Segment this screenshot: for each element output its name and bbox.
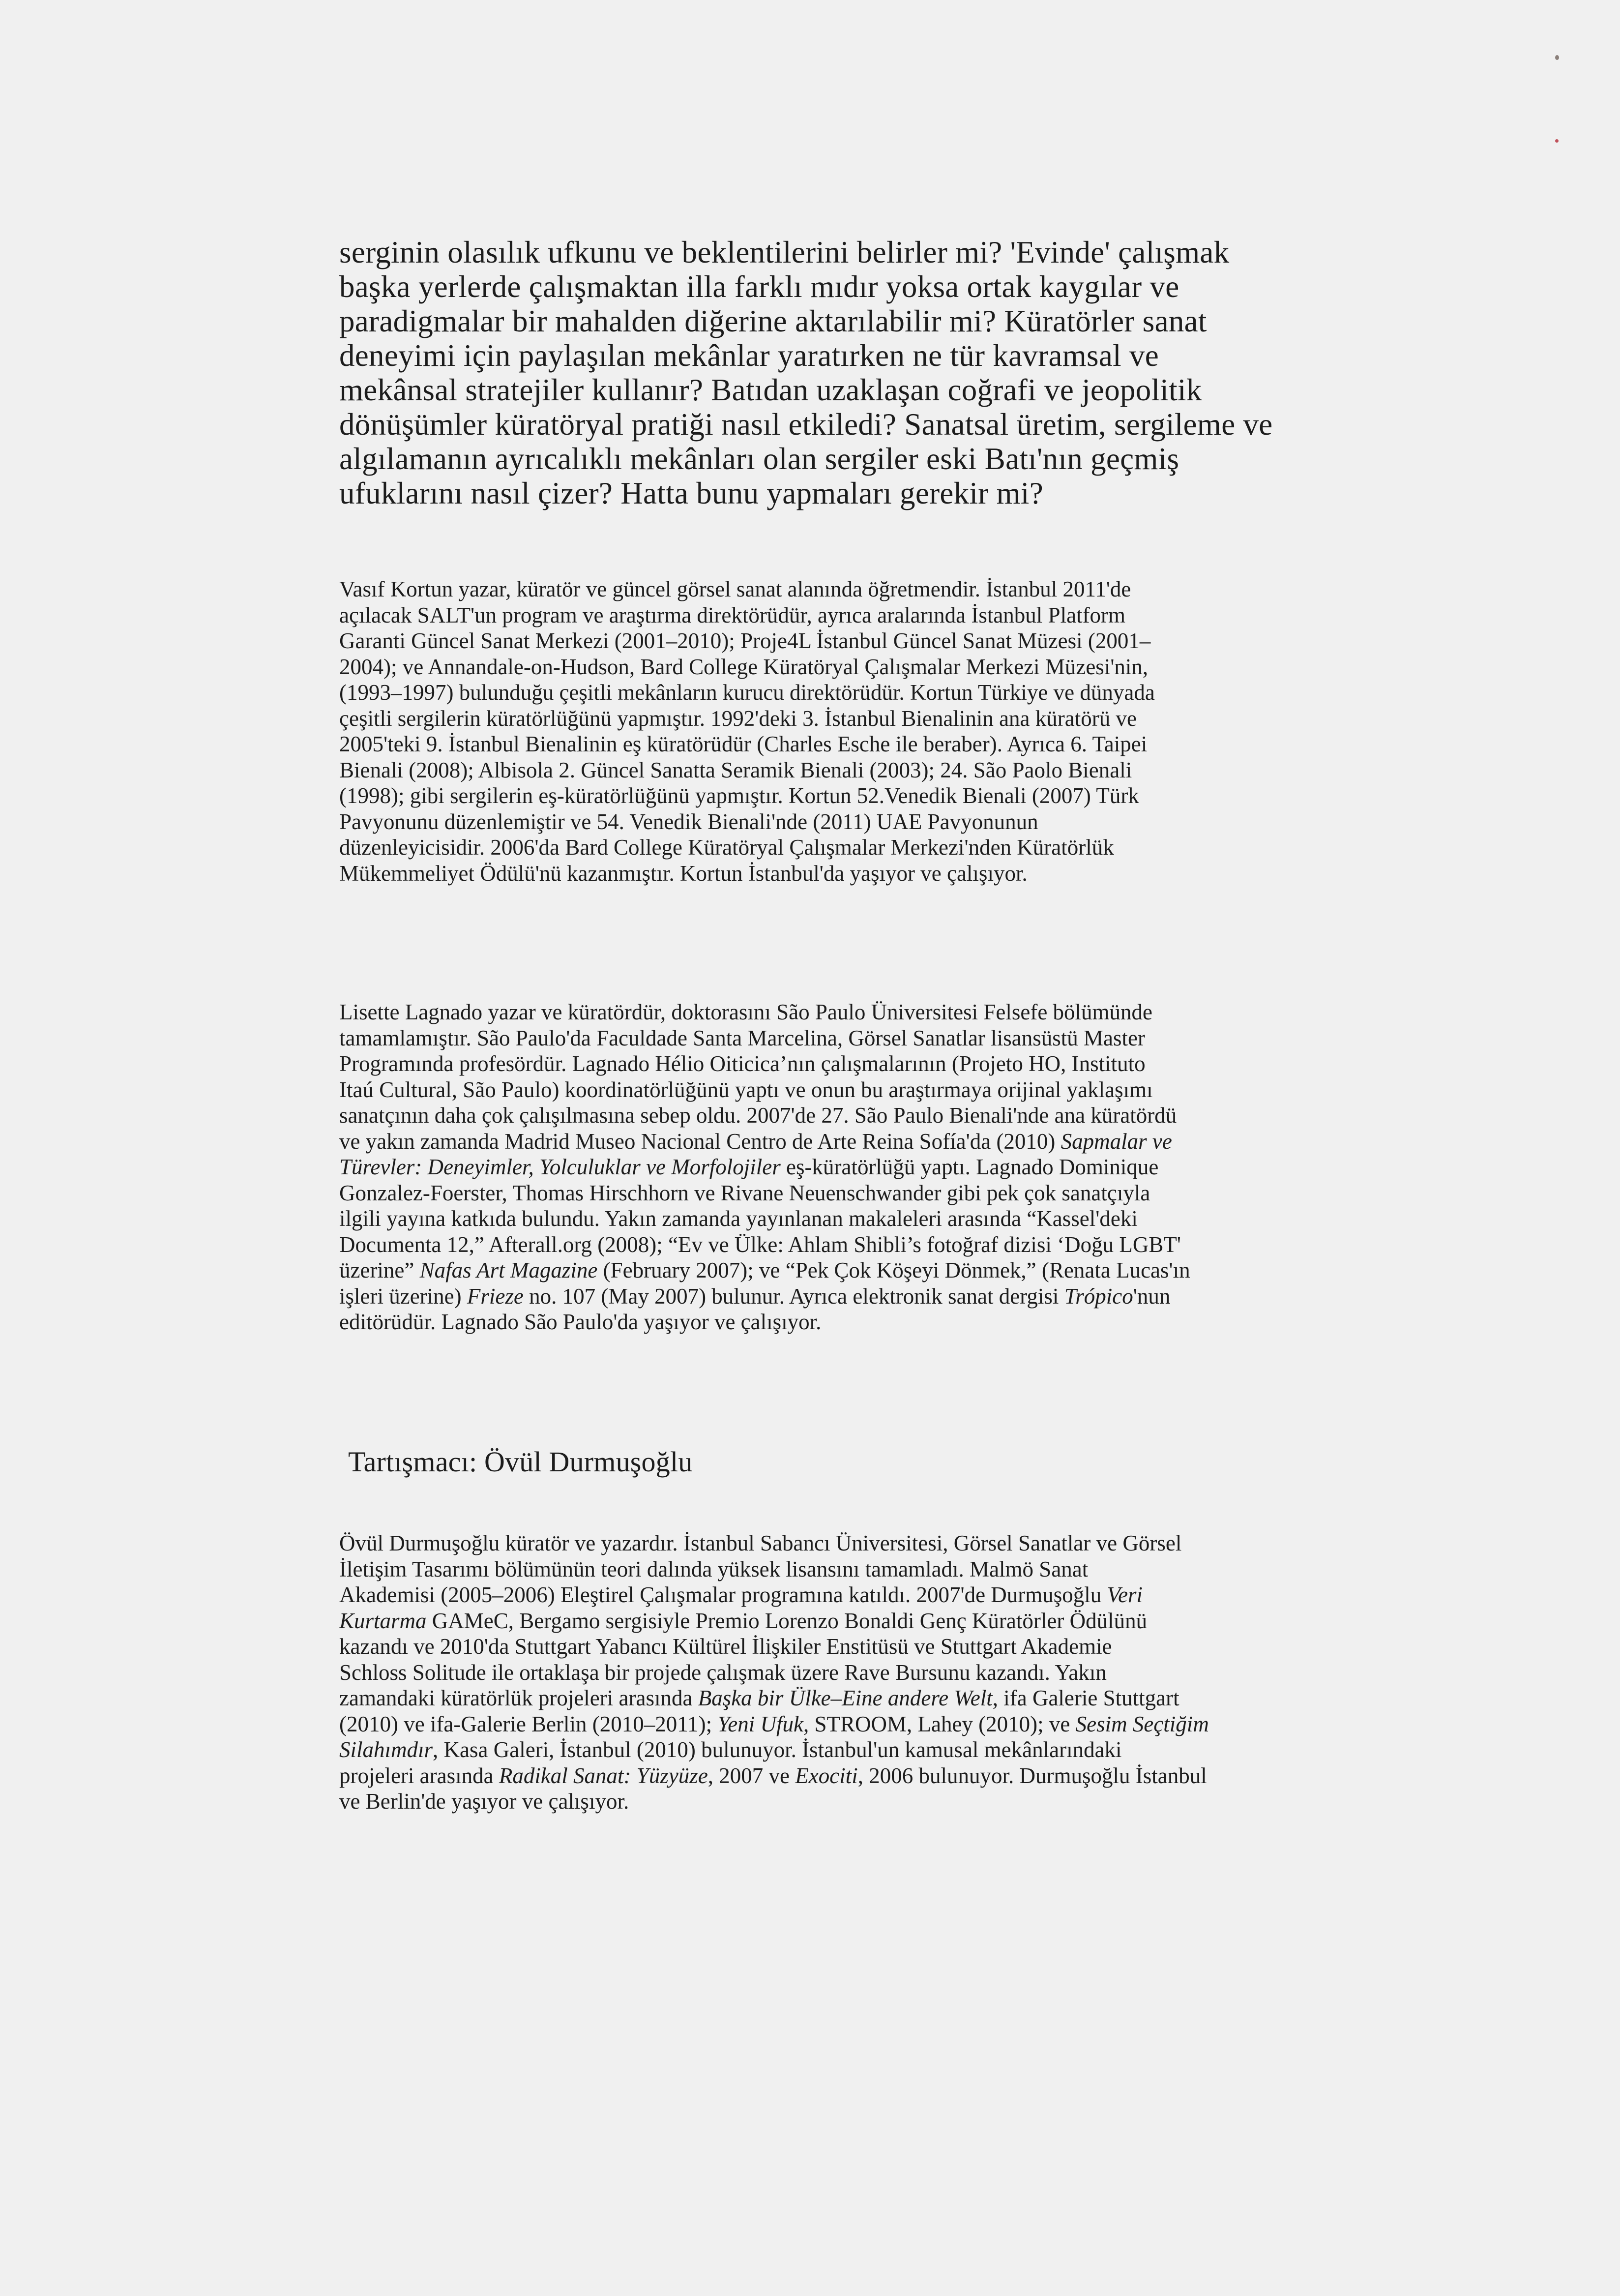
text-line: çeşitli sergilerin küratörlüğünü yapmıştır. 1992'deki 3. İstanbul Bienalinin ana küratörü ve	[339, 706, 1137, 731]
text-line	[339, 1154, 1318, 1180]
text-line: (1998); gibi sergilerin eş-küratörlüğünü yapmıştır. Kortun 52.Venedik Bienali (2007) Türk	[339, 783, 1139, 808]
text-run: kazandı ve 2010'da Stuttgart Yabancı Kültürel İlişkiler Enstitüsü ve Stuttgart Akademie	[339, 1634, 1112, 1659]
text-run: (February 2007); ve “Pek Çok Köşeyi Dönmek,” (Renata Lucas'ın	[597, 1258, 1190, 1282]
text-run: , 2006 bulunuyor. Durmuşoğlu İstanbul	[857, 1763, 1207, 1788]
italic-title-run: Nafas Art Magazine	[419, 1258, 598, 1282]
text-run: , STROOM, Lahey (2010); ve	[803, 1711, 1076, 1736]
text-run: projeleri arasında	[339, 1763, 499, 1788]
text-line	[339, 1530, 1318, 1556]
italic-title-run: Radikal Sanat: Yüzyüze	[499, 1763, 708, 1788]
text-run: ilgili yayına katkıda bulundu. Yakın zamanda yayınlanan makaleleri arasında “Kassel'deki	[339, 1206, 1138, 1231]
text-run: editörüdür. Lagnado São Paulo'da yaşıyor ve çalışıyor.	[339, 1310, 822, 1334]
text-run: , ifa Galerie Stuttgart	[992, 1686, 1179, 1710]
text-run: Itaú Cultural, São Paulo) koordinatörlüğünü yaptı ve onun bu araştırmaya orijinal yaklaşımı	[339, 1077, 1153, 1102]
italic-title-run: Türevler: Deneyimler, Yolculuklar ve Morfolojiler	[339, 1155, 781, 1179]
text-run: işleri üzerine)	[339, 1283, 467, 1309]
text-line: dönüşümler küratöryal pratiği nasıl etkiledi? Sanatsal üretim, sergileme ve	[339, 407, 1273, 442]
text-run: tamamlamıştır. São Paulo'da Faculdade Santa Marcelina, Görsel Sanatlar lisansüstü Master	[339, 1025, 1145, 1050]
text-line	[339, 1582, 1318, 1608]
text-line	[339, 1257, 1318, 1283]
text-line	[339, 1309, 1318, 1335]
italic-title-run: Exociti	[795, 1763, 858, 1788]
text-run: üzerine”	[339, 1258, 420, 1282]
text-run: Övül Durmuşoğlu küratör ve yazardır. İstanbul Sabancı Üniversitesi, Görsel Sanatlar ve Görsel	[339, 1531, 1182, 1555]
text-line	[339, 1077, 1318, 1103]
text-run: 'nun	[1133, 1283, 1171, 1309]
italic-title-run: Kurtarma	[339, 1608, 427, 1633]
section-heading: Tartışmacı: Övül Durmuşoğlu	[348, 1446, 693, 1478]
text-line: 2004); ve Annandale-on-Hudson, Bard College Küratöryal Çalışmalar Merkezi Müzesi'nin,	[339, 654, 1149, 679]
italic-title-run: Başka bir Ülke–Eine andere Welt	[698, 1686, 993, 1710]
text-line: Garanti Güncel Sanat Merkezi (2001–2010); Proje4L İstanbul Güncel Sanat Müzesi (2001–	[339, 628, 1151, 653]
paper-speck-mark	[1555, 55, 1559, 60]
text-line	[339, 1103, 1318, 1129]
text-line	[339, 1051, 1318, 1077]
text-line	[339, 1129, 1318, 1155]
text-line	[339, 1660, 1318, 1686]
italic-title-run: Yeni Ufuk	[717, 1711, 803, 1736]
italic-title-run: Sesim Seçtiğim	[1075, 1711, 1209, 1736]
text-line: serginin olasılık ufkunu ve beklentilerini belirler mi? 'Evinde' çalışmak	[339, 235, 1230, 269]
text-line: açılacak SALT'un program ve araştırma direktörüdür, ayrıca aralarında İstanbul Platform	[339, 602, 1126, 627]
text-run: sanatçının daha çok çalışılmasına sebep oldu. 2007'de 27. São Paulo Bienali'nde ana küratördü	[339, 1103, 1177, 1128]
text-line: mekânsal stratejiler kullanır? Batıdan uzaklaşan coğrafi ve jeopolitik	[339, 373, 1202, 407]
text-line	[339, 1232, 1318, 1258]
text-line: başka yerlerde çalışmaktan illa farklı mıdır yoksa ortak kaygılar ve	[339, 269, 1179, 304]
text-line: Pavyonunu düzenlemiştir ve 54. Venedik Bienali'nde (2011) UAE Pavyonunun	[339, 809, 1038, 834]
text-line	[339, 1789, 1318, 1815]
bio-paragraph-lagnado	[339, 999, 1318, 1335]
text-run: Akademisi (2005–2006) Eleştirel Çalışmalar programına katıldı. 2007'de Durmuşoğlu	[339, 1582, 1107, 1607]
text-line	[339, 1737, 1318, 1763]
text-line: ufuklarını nasıl çizer? Hatta bunu yapmaları gerekir mi?	[339, 476, 1043, 510]
text-run: Documenta 12,” Afterall.org (2008); “Ev ve Ülke: Ahlam Shibli’s fotoğraf dizisi ‘Doğu LGBT'	[339, 1232, 1181, 1257]
text-line: paradigmalar bir mahalden diğerine aktarılabilir mi? Küratörler sanat	[339, 304, 1207, 338]
text-line: düzenleyicisidir. 2006'da Bard College Küratöryal Çalışmalar Merkezi'nden Küratörlük	[339, 835, 1114, 860]
text-run: Programında profesördür. Lagnado Hélio Oiticica’nın çalışmalarının (Projeto HO, Instituto	[339, 1051, 1146, 1076]
text-run: eş-küratörlüğü yaptı. Lagnado Dominique	[780, 1155, 1159, 1179]
italic-title-run: Frieze	[467, 1283, 524, 1309]
text-run: zamandaki küratörlük projeleri arasında	[339, 1686, 698, 1710]
bio-paragraph-kortun	[339, 576, 1318, 886]
text-line: Vasıf Kortun yazar, küratör ve güncel görsel sanat alanında öğretmendir. İstanbul 2011'de	[339, 577, 1131, 601]
text-line	[339, 1206, 1318, 1232]
italic-title-run: Veri	[1107, 1582, 1143, 1607]
text-run: ve Berlin'de yaşıyor ve çalışıyor.	[339, 1789, 629, 1814]
text-line	[339, 1608, 1318, 1634]
text-run: no. 107 (May 2007) bulunur. Ayrıca elektronik sanat dergisi	[523, 1283, 1064, 1309]
text-run: , Kasa Galeri, İstanbul (2010) bulunuyor. İstanbul'un kamusal mekânlarındaki	[433, 1737, 1122, 1762]
text-line	[339, 1283, 1318, 1310]
text-line: Bienali (2008); Albisola 2. Güncel Sanatta Seramik Bienali (2003); 24. São Paolo Bienali	[339, 757, 1132, 782]
italic-title-run: Trópico	[1064, 1283, 1133, 1309]
paper-speck-mark	[1555, 139, 1559, 143]
text-run: Schloss Solitude ile ortaklaşa bir projede çalışmak üzere Rave Bursunu kazandı. Yakın	[339, 1660, 1107, 1685]
text-run: , 2007 ve	[707, 1763, 795, 1788]
text-line	[339, 1763, 1318, 1789]
text-line	[339, 1556, 1318, 1582]
text-run: (2010) ve ifa-Galerie Berlin (2010–2011);	[339, 1711, 718, 1736]
text-line	[339, 999, 1318, 1025]
italic-title-run: Sapmalar ve	[1060, 1129, 1172, 1154]
text-run: Lisette Lagnado yazar ve küratördür, doktorasını São Paulo Üniversitesi Felsefe bölümünde	[339, 1000, 1153, 1024]
text-line	[339, 1634, 1318, 1660]
text-line: Mükemmeliyet Ödülü'nü kazanmıştır. Kortun İstanbul'da yaşıyor ve çalışıyor.	[339, 861, 1028, 886]
text-line	[339, 1711, 1318, 1737]
text-run: İletişim Tasarımı bölümünün teori dalında yüksek lisansını tamamladı. Malmö Sanat	[339, 1556, 1089, 1581]
intro-paragraph	[339, 235, 1318, 510]
text-run: GAMeC, Bergamo sergisiyle Premio Lorenzo Bonaldi Genç Küratörler Ödülünü	[426, 1608, 1148, 1633]
italic-title-run: Silahımdır	[339, 1737, 433, 1762]
text-line	[339, 1025, 1318, 1051]
bio-paragraph-durmusoglu	[339, 1530, 1318, 1815]
text-line: deneyimi için paylaşılan mekânlar yaratırken ne tür kavramsal ve	[339, 338, 1159, 373]
text-run: Gonzalez-Foerster, Thomas Hirschhorn ve Rivane Neuenschwander gibi pek çok sanatçıyla	[339, 1180, 1150, 1205]
text-line: algılamanın ayrıcalıklı mekânları olan sergiler eski Batı'nın geçmiş	[339, 442, 1179, 476]
text-line	[339, 1685, 1318, 1711]
text-run: ve yakın zamanda Madrid Museo Nacional Centro de Arte Reina Sofía'da (2010)	[339, 1129, 1061, 1154]
text-line: (1993–1997) bulunduğu çeşitli mekânların kurucu direktörüdür. Kortun Türkiye ve dünyada	[339, 680, 1155, 705]
text-line: 2005'teki 9. İstanbul Bienalinin eş küratörüdür (Charles Esche ile beraber). Ayrıca 6. Taipei	[339, 732, 1148, 756]
text-line	[339, 1180, 1318, 1206]
